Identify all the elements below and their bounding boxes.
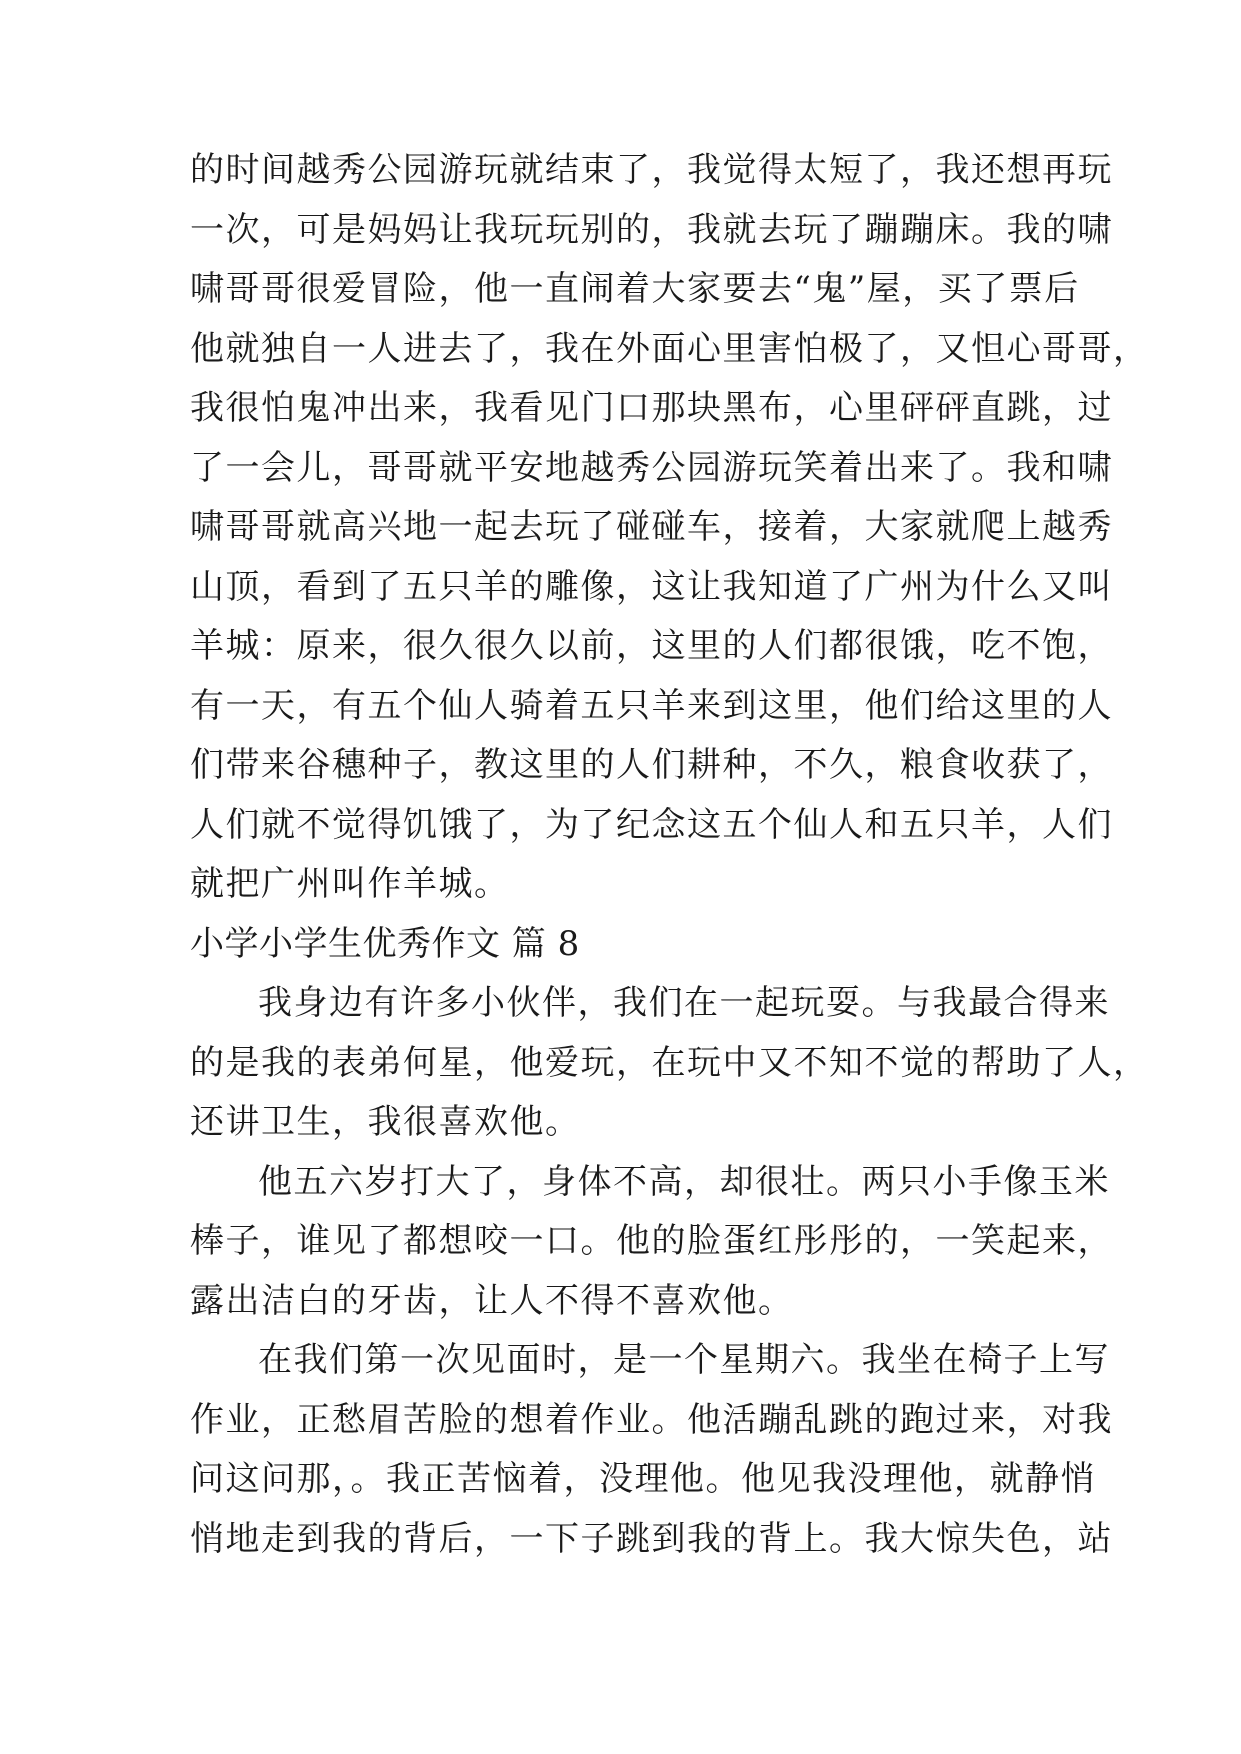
paragraph-2 [190,1153,1113,1332]
text-line: 人们就不觉得饥饿了，为了纪念这五个仙人和五只羊，人们 [190,804,1113,845]
text-line: 有一天，有五个仙人骑着五只羊来到这里，他们给这里的人 [190,685,1113,726]
text-line: 啸哥哥就高兴地一起去玩了碰碰车，接着，大家就爬上越秀 [190,507,1113,547]
text-line: 问这问那，。我正苦恼着，没理他。他见我没理他，就静悄 [190,1459,1096,1499]
section-heading: 小学小学生优秀作文 篇 8 [190,923,580,964]
text-line: 啸哥哥很爱冒险，他一直闹着大家要去“鬼”屋，买了票后 [190,269,1080,309]
text-line: 露出洁白的牙齿，让人不得不喜欢他。 [190,1280,794,1321]
paragraph-continued [190,141,1149,915]
text-line: 一次，可是妈妈让我玩玩别的，我就去玩了蹦蹦床。我的啸 [190,209,1113,250]
text-line: 作业，正愁眉苦脸的想着作业。他活蹦乱跳的跑过来，对我 [190,1399,1113,1440]
text-line: 就把广州叫作羊城。 [190,864,510,904]
text-line: 他就独自一人进去了，我在外面心里害怕极了，又怛心哥哥， [190,328,1149,369]
text-line: 悄地走到我的背后，一下子跳到我的背上。我大惊失色，站 [190,1518,1113,1559]
text-line: 他五六岁打大了，身体不高，却很壮。两只小手像玉米 [258,1161,1110,1202]
paragraph-1 [190,974,1149,1153]
paragraph-3 [190,1331,1113,1569]
text-line: 羊城：原来，很久很久以前，这里的人们都很饿，吃不饱， [190,626,1113,666]
text-line: 了一会儿，哥哥就平安地越秀公园游玩笑着出来了。我和啸 [190,447,1113,488]
text-line: 的时间越秀公园游玩就结束了，我觉得太短了，我还想再玩 [190,150,1113,190]
text-line: 们带来谷穗种子，教这里的人们耕种，不久，粮食收获了， [190,745,1113,785]
document-page [190,141,1149,1569]
text-line: 还讲卫生，我很喜欢他。 [190,1102,581,1142]
text-line: 棒子，谁见了都想咬一口。他的脸蛋红彤彤的，一笑起来， [190,1221,1113,1261]
text-line: 我很怕鬼冲出来，我看见门口那块黑布，心里砰砰直跳，过 [190,388,1113,428]
text-line: 我身边有许多小伙伴，我们在一起玩耍。与我最合得来 [258,983,1110,1023]
text-line: 在我们第一次见面时，是一个星期六。我坐在椅子上写 [258,1340,1110,1380]
text-line: 山顶，看到了五只羊的雕像，这让我知道了广州为什么又叫 [190,566,1113,607]
text-line: 的是我的表弟何星，他爱玩，在玩中又不知不觉的帮助了人， [190,1042,1149,1083]
